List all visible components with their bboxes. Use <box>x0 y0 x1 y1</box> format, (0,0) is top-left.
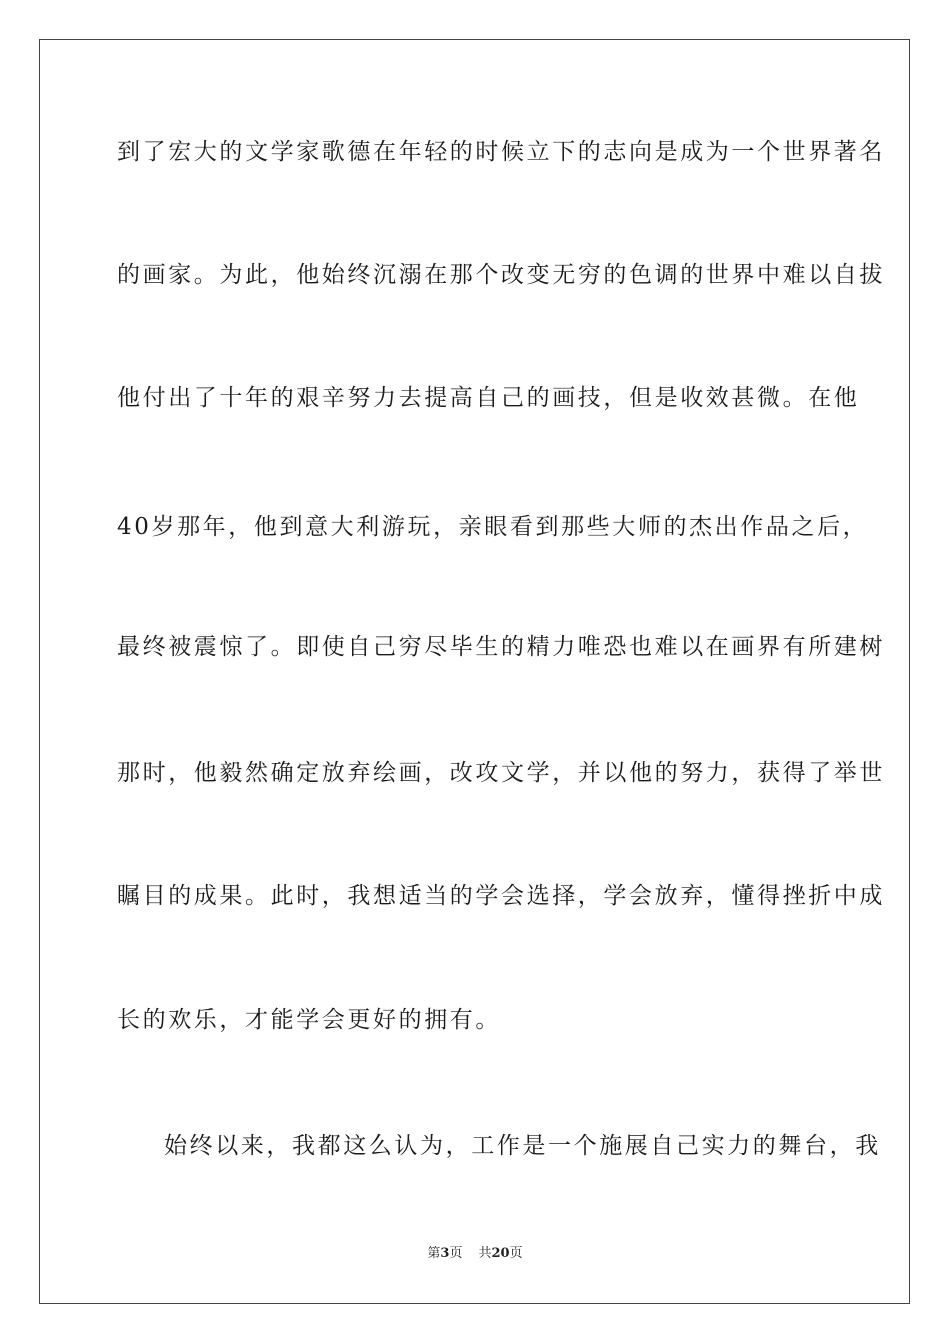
total-suffix: 页 <box>509 1246 523 1261</box>
page-footer <box>0 1246 950 1262</box>
page-number: 3 <box>440 1246 450 1261</box>
paragraph-line: 最终被震惊了。即使自己穷尽毕生的精力唯恐也难以在画界有所建树 <box>117 634 885 660</box>
page-border <box>39 39 910 1304</box>
total-pages: 20 <box>491 1246 510 1261</box>
paragraph-line: 的画家。为此，他始终沉溺在那个改变无穷的色调的世界中难以自拔 <box>117 262 885 288</box>
paragraph-line: 到了宏大的文学家歌德在年轻的时候立下的志向是成为一个世界著名 <box>117 139 885 165</box>
page-suffix: 页 <box>449 1246 463 1261</box>
paragraph-line: 40岁那年，他到意大利游玩，亲眼看到那些大师的杰出作品之后， <box>117 514 869 540</box>
paragraph-line: 长的欢乐，才能学会更好的拥有。 <box>117 1007 501 1033</box>
total-prefix: 共 <box>478 1246 492 1261</box>
page-prefix: 第 <box>427 1246 441 1261</box>
paragraph-line: 他付出了十年的艰辛努力去提高自己的画技，但是收效甚微。在他 <box>117 385 860 411</box>
paragraph-line: 瞩目的成果。此时，我想适当的学会选择，学会放弃，懂得挫折中成 <box>117 883 885 909</box>
paragraph-line-indented: 始终以来，我都这么认为，工作是一个施展自己实力的舞台，我 <box>164 1133 881 1159</box>
paragraph-line: 那时，他毅然确定放弃绘画，改攻文学，并以他的努力，获得了举世 <box>117 760 885 786</box>
